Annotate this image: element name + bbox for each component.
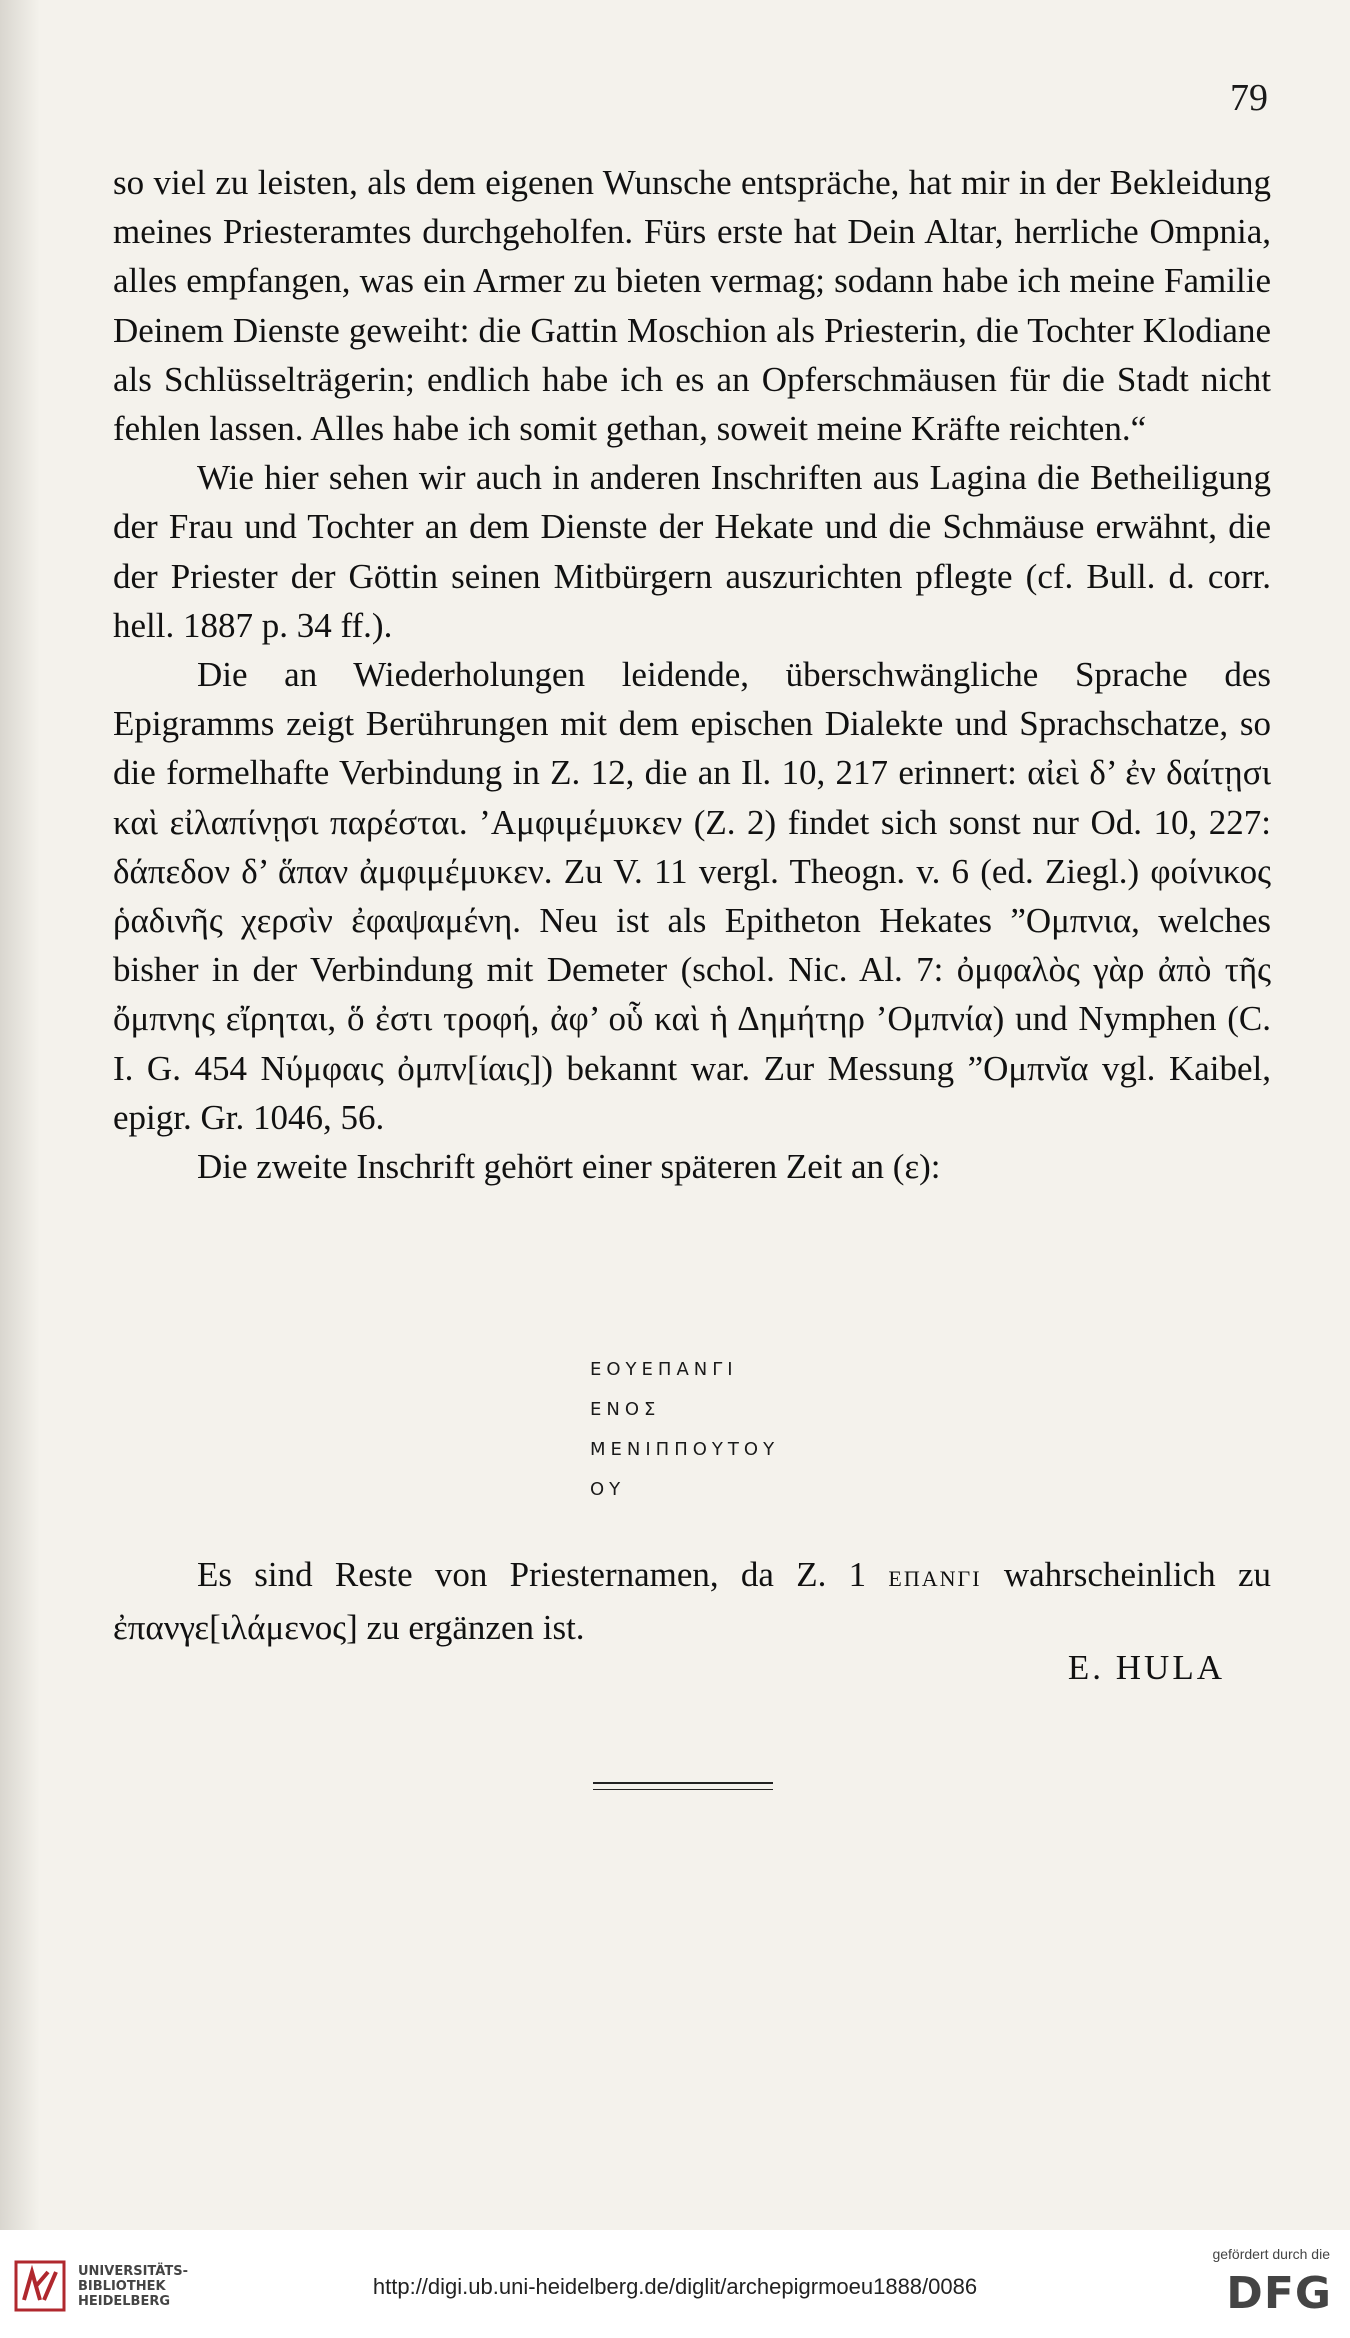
paragraph-2: Wie hier sehen wir auch in anderen Inschriften aus Lagina die Betheiligung der Frau und Tochter an dem Dienste der Hekate und die Schmäuse erwähnt, die der Priester der Göttin seinen Mitbürgern auszurichten pflegte (cf. Bull. d. corr. hell. 1887 p. 34 ff.). <box>113 458 1271 645</box>
inscription-line-2: ΕΝΟΣ <box>590 1399 661 1420</box>
inscription-line-3: ΜΕΝΙΠΠΟΥΤΟΥ <box>590 1439 780 1460</box>
page-shadow <box>0 0 40 2230</box>
paragraph-4: Die zweite Inschrift gehört einer späteren Zeit an (ε): <box>197 1147 941 1187</box>
inscription-transcription <box>590 1350 779 1510</box>
dfg-logo: DFG <box>1226 2268 1332 2319</box>
closing-text-start: Es sind Reste von Priesternamen, da Z. 1 <box>197 1555 889 1594</box>
closing-paragraph <box>113 1550 1271 1652</box>
funded-by-label: gefördert durch die <box>1212 2246 1330 2262</box>
inscription-line-1: ΕΟΥΕΠΑΝΓΙ <box>590 1359 738 1380</box>
author-signature: E. HULA <box>1067 1648 1225 1687</box>
closing-text-end: wahrscheinlich zu ἐπανγε[ιλάμενος] zu ergänzen ist. <box>113 1555 1271 1648</box>
footer-bar <box>0 2230 1350 2338</box>
paragraph-1: so viel zu leisten, als dem eigenen Wunsche entspräche, hat mir in der Bekleidung meines Priesteramtes durchgeholfen. Fürs erste hat Dein Altar, herrliche Ompnia, alles empfangen, was ein Armer zu bieten vermag; sodann habe ich meine Familie Deinem Dienste geweiht: die Gattin Moschion als Priesterin, die Tochter Klodiane als Schlüsselträgerin; endlich habe ich es an Opferschmäusen für die Stadt nicht fehlen lassen. Alles habe ich somit gethan, soweit meine Kräfte reichten.“ <box>113 163 1271 449</box>
end-rule-top <box>593 1782 773 1784</box>
source-url-link[interactable]: http://digi.ub.uni-heidelberg.de/diglit/archepigrmoeu1888/0086 <box>372 2274 978 2299</box>
inscription-line-4: ΟΥ <box>590 1479 626 1500</box>
body-text <box>113 158 1271 1191</box>
page-number: 79 <box>1230 77 1268 119</box>
paragraph-3: Die an Wiederholungen leidende, überschwängliche Sprache des Epigramms zeigt Berührungen mit dem epischen Dialekte und Sprachschatze, so die formelhafte Verbindung in Z. 12, die an Il. 10, 217 erinnert: αἰεὶ δ’ ἐν δαίτῃσι καὶ εἰλαπίνῃσι παρέσται. ’Αμφιμέμυκεν (Z. 2) findet sich sonst nur Od. 10, 227: δάπεδον δ’ ἅπαν ἀμφιμέμυκεν. Zu V. 11 vergl. Theogn. v. 6 (ed. Ziegl.) φοίνικος ῥαδινῆς χερσὶν ἐφαψαμένη. Neu ist als Epitheton Hekates ”Ομπνια, welches bisher in der Verbindung mit Demeter (schol. Nic. Al. 7: ὀμφαλὸς γὰρ ἀπὸ τῆς ὄμπνης εἴρηται, ὅ ἐστι τροφή, ἀφ’ οὗ καὶ ἡ Δημήτηρ ’Ομπνία) und Nymphen (C. I. G. 454 Νύμφαις ὀμπν[ίαις]) bekannt war. Zur Messung ”Ομπνῐα vgl. Kaibel, epigr. Gr. 1046, 56. <box>113 655 1271 1137</box>
library-name: UNIVERSITÄTS- BIBLIOTHEK HEIDELBERG <box>78 2264 188 2309</box>
closing-inscription-ref: ΕΠΑΝΓΙ <box>888 1566 982 1591</box>
end-rule-bottom <box>593 1789 773 1790</box>
